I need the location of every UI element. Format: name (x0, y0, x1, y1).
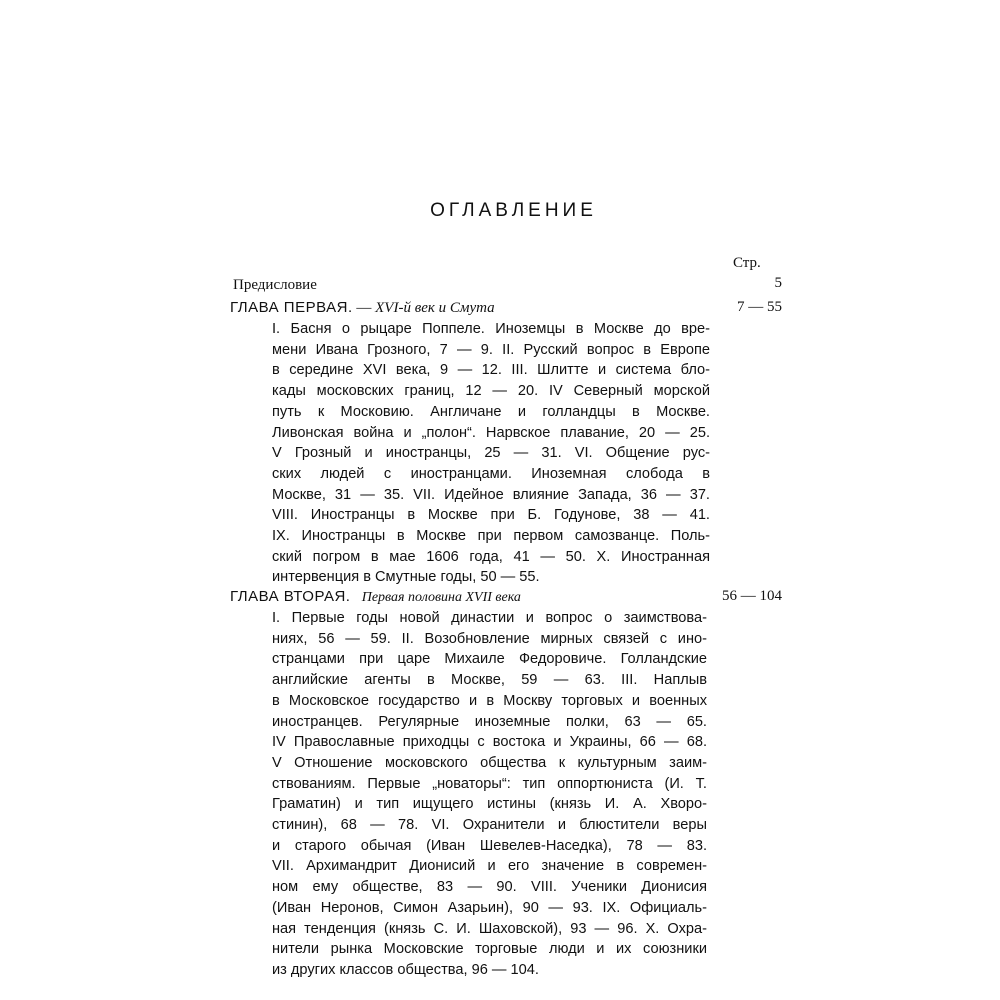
page-title: ОГЛАВЛЕНИЕ (430, 200, 597, 221)
chapter-2-contents (272, 608, 707, 981)
toc-line: в Московское государство и в Москву торговых и военных (272, 692, 707, 709)
toc-line: VIII. Иностранцы в Москве при Б. Годунове, 38 — 41. (272, 507, 710, 524)
preface-entry (233, 275, 317, 295)
toc-line: ский погром в мае 1606 года, 41 — 50. X. Иностранная (272, 548, 710, 565)
toc-line: кады московских границ, 12 — 20. IV Северный морской (272, 383, 710, 400)
toc-line: интервенция в Смутные годы, 50 — 55. (272, 569, 540, 586)
chapter-2-label: ГЛАВА ВТОРАЯ. (230, 588, 351, 605)
toc-line: путь к Московию. Англичане и голландцы в Москве. (272, 403, 710, 420)
toc-line: иностранцев. Регулярные иноземные полки, 63 — 65. (272, 713, 707, 730)
toc-line: IX. Иностранцы в Москве при первом самозванце. Поль- (272, 528, 710, 545)
toc-line: VII. Архимандрит Дионисий и его значение в современ- (272, 858, 707, 875)
toc-line: I. Первые годы новой династии и вопрос о заимствова- (272, 610, 707, 626)
toc-line: ских людей с иностранцами. Иноземная слобода в (272, 465, 710, 482)
chapter-1-contents (272, 319, 710, 588)
toc-line: Граматин) и тип ищущего истины (князь И. А. Хворо- (272, 796, 707, 813)
toc-line: (Иван Неронов, Симон Азарьин), 90 — 93. IX. Официаль- (272, 899, 707, 916)
toc-line: V Отношение московского общества к культурным заим- (272, 754, 707, 771)
toc-line: ном ему обществе, 83 — 90. VIII. Ученики Дионисия (272, 879, 707, 896)
toc-line: странцами при царе Михаиле Федоровиче. Голландские (272, 651, 707, 668)
chapter-1-subtitle: XVI-й век и Смута (375, 300, 495, 316)
preface-page: 5 (774, 275, 782, 291)
toc-line: IV Православные приходцы с востока и Украины, 66 — 68. (272, 734, 707, 751)
toc-line: V Грозный и иностранцы, 25 — 31. VI. Общение рус- (272, 445, 710, 462)
chapter-2-subtitle: Первая половина XVII века (361, 590, 521, 605)
chapter-2-pages: 56 — 104 (722, 588, 782, 604)
toc-line: ная тенденция (князь С. И. Шаховской), 93 — 96. X. Охра- (272, 920, 707, 937)
chapter-2-title (230, 588, 521, 606)
toc-line: Москве, 31 — 35. VII. Идейное влияние Запада, 36 — 37. (272, 486, 710, 503)
preface-label: Предисловие (233, 277, 317, 293)
toc-line: ствованиям. Первые „новаторы“: тип оппортюниста (И. Т. (272, 775, 707, 792)
chapter-1-title (230, 299, 495, 317)
toc-line: английские агенты в Москве, 59 — 63. III. Наплыв (272, 672, 707, 689)
toc-line: стинин), 68 — 78. VI. Охранители и блюстители веры (272, 817, 707, 834)
toc-line: из других классов общества, 96 — 104. (272, 961, 539, 978)
chapter-1-label: ГЛАВА ПЕРВАЯ. (230, 299, 353, 316)
toc-line: в середине XVI века, 9 — 12. III. Шлитте и система бло- (272, 362, 710, 379)
toc-line: Ливонская война и „полон“. Нарвское плавание, 20 — 25. (272, 424, 710, 441)
toc-line: и старого обычая (Иван Шевелев-Наседка), 78 — 83. (272, 837, 707, 854)
chapter-1-dash: — (352, 300, 376, 316)
toc-line: I. Басня о рыцаре Поппеле. Иноземцы в Москве до вре- (272, 321, 710, 337)
chapter-1-pages: 7 — 55 (737, 299, 782, 315)
chapter-2-dash (350, 589, 354, 605)
toc-line: ниях, 56 — 59. II. Возобновление мирных связей с ино- (272, 630, 707, 647)
toc-line: мени Ивана Грозного, 7 — 9. II. Русский вопрос в Европе (272, 341, 710, 358)
page-column-label: Стр. (733, 255, 761, 271)
toc-line: нители рынка Московские торговые люди и их союзники (272, 941, 707, 958)
